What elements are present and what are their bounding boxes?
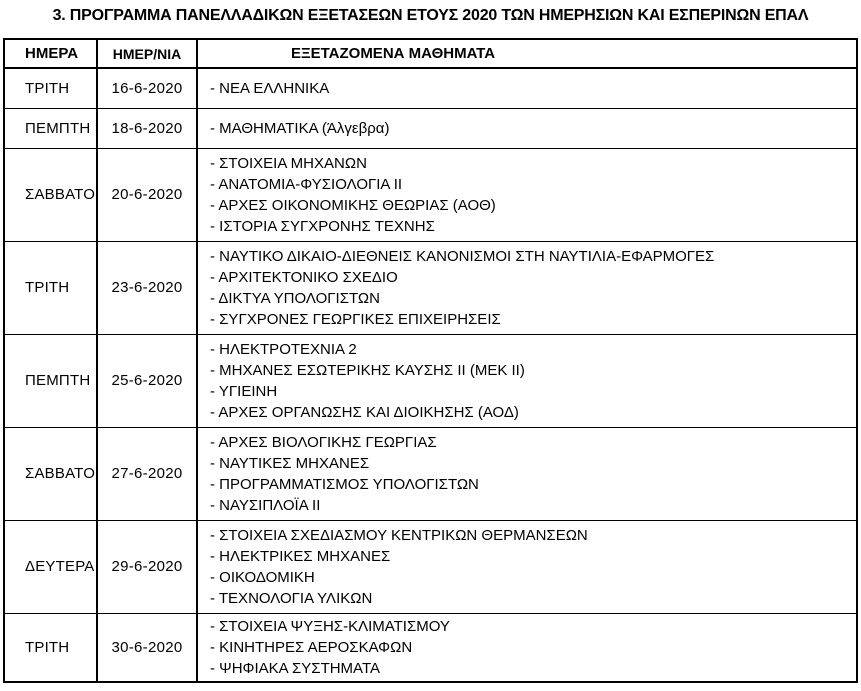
subject-line: - ΣΤΟΙΧΕΙΑ ΣΧΕΔΙΑΣΜΟΥ ΚΕΝΤΡΙΚΩΝ ΘΕΡΜΑΝΣΕΩΝ: [210, 526, 588, 544]
table-row: [4, 241, 857, 334]
day-cell: ΤΡΙΤΗ: [4, 241, 97, 334]
table-row: [4, 148, 857, 241]
table-header-row: [4, 39, 857, 68]
table-row: [4, 108, 857, 148]
subjects-cell: [197, 68, 857, 108]
subjects-cell: [197, 427, 857, 520]
subjects-cell: [197, 334, 857, 427]
exam-schedule-table: [3, 38, 858, 683]
table-row: [4, 334, 857, 427]
day-cell: ΔΕΥΤΕΡΑ: [4, 520, 97, 613]
subject-line: - ΝΑΥΤΙΚΟ ΔΙΚΑΙΟ-ΔΙΕΘΝΕΙΣ ΚΑΝΟΝΙΣΜΟΙ ΣΤΗ ΝΑΥΤΙΛΙΑ-ΕΦΑΡΜΟΓΕΣ: [210, 247, 715, 265]
subject-line: - ΥΓΙΕΙΝΗ: [210, 382, 278, 400]
subject-line: - ΣΥΓΧΡΟΝΕΣ ΓΕΩΡΓΙΚΕΣ ΕΠΙΧΕΙΡΗΣΕΙΣ: [210, 310, 501, 328]
subject-line: - ΑΡΧΙΤΕΚΤΟΝΙΚΟ ΣΧΕΔΙΟ: [210, 268, 398, 286]
day-cell: ΣΑΒΒΑΤΟ: [4, 427, 97, 520]
day-cell: ΤΡΙΤΗ: [4, 613, 97, 682]
day-cell: ΠΕΜΠΤΗ: [4, 334, 97, 427]
day-cell: ΤΡΙΤΗ: [4, 68, 97, 108]
subject-line: - ΨΗΦΙΑΚΑ ΣΥΣΤΗΜΑΤΑ: [210, 659, 381, 677]
subject-line: - ΟΙΚΟΔΟΜΙΚΗ: [210, 568, 315, 586]
subjects-cell: [197, 108, 857, 148]
table-row: [4, 520, 857, 613]
subjects-cell: [197, 148, 857, 241]
page-title: 3. ΠΡΟΓΡΑΜΜΑ ΠΑΝΕΛΛΑΔΙΚΩΝ ΕΞΕΤΑΣΕΩΝ ΕΤΟΥΣ 2020 ΤΩΝ ΗΜΕΡΗΣΙΩΝ ΚΑΙ ΕΣΠΕΡΙΝΩΝ ΕΠΑΛ: [52, 7, 809, 24]
date-cell: 16-6-2020: [97, 68, 197, 108]
subject-line: - ΗΛΕΚΤΡΟΤΕΧΝΙΑ 2: [210, 340, 357, 358]
subject-line: - ΚΙΝΗΤΗΡΕΣ ΑΕΡΟΣΚΑΦΩΝ: [210, 638, 413, 656]
subject-line: - ΑΝΑΤΟΜΙΑ-ΦΥΣΙΟΛΟΓΙΑ ΙΙ: [210, 175, 403, 193]
table-row: [4, 613, 857, 682]
subject-line: - ΝΑΥΣΙΠΛΟΪΑ ΙΙ: [210, 496, 321, 514]
day-cell: ΣΑΒΒΑΤΟ: [4, 148, 97, 241]
day-cell: ΠΕΜΠΤΗ: [4, 108, 97, 148]
subjects-cell: [197, 520, 857, 613]
subject-line: - ΝΕΑ ΕΛΛΗΝΙΚΑ: [210, 79, 330, 97]
date-cell: 27-6-2020: [97, 427, 197, 520]
subjects-cell: [197, 241, 857, 334]
date-cell: 29-6-2020: [97, 520, 197, 613]
date-cell: 30-6-2020: [97, 613, 197, 682]
subject-line: - ΣΤΟΙΧΕΙΑ ΨΥΞΗΣ-ΚΛΙΜΑΤΙΣΜΟΥ: [210, 617, 450, 635]
date-cell: 18-6-2020: [97, 108, 197, 148]
subject-line: - ΑΡΧΕΣ ΒΙΟΛΟΓΙΚΗΣ ΓΕΩΡΓΙΑΣ: [210, 433, 437, 451]
date-cell: 20-6-2020: [97, 148, 197, 241]
table-row: [4, 427, 857, 520]
subjects-cell: [197, 613, 857, 682]
subject-line: - ΔΙΚΤΥΑ ΥΠΟΛΟΓΙΣΤΩΝ: [210, 289, 380, 307]
column-header-day: ΗΜΕΡΑ: [4, 39, 97, 68]
subject-line: - ΙΣΤΟΡΙΑ ΣΥΓΧΡΟΝΗΣ ΤΕΧΝΗΣ: [210, 217, 435, 235]
date-cell: 23-6-2020: [97, 241, 197, 334]
subject-line: - ΜΑΘΗΜΑΤΙΚΑ (Άλγεβρα): [210, 119, 390, 137]
subject-line: - ΗΛΕΚΤΡΙΚΕΣ ΜΗΧΑΝΕΣ: [210, 547, 391, 565]
date-cell: 25-6-2020: [97, 334, 197, 427]
column-header-date: ΗΜΕΡ/ΝΙΑ: [97, 39, 197, 68]
subject-line: - ΣΤΟΙΧΕΙΑ ΜΗΧΑΝΩΝ: [210, 154, 367, 172]
subject-line: - ΑΡΧΕΣ ΟΡΓΑΝΩΣΗΣ ΚΑΙ ΔΙΟΙΚΗΣΗΣ (ΑΟΔ): [210, 403, 519, 421]
table-row: [4, 68, 857, 108]
subject-line: - ΑΡΧΕΣ ΟΙΚΟΝΟΜΙΚΗΣ ΘΕΩΡΙΑΣ (ΑΟΘ): [210, 196, 496, 214]
subject-line: - ΝΑΥΤΙΚΕΣ ΜΗΧΑΝΕΣ: [210, 454, 370, 472]
subject-line: - ΠΡΟΓΡΑΜΜΑΤΙΣΜΟΣ ΥΠΟΛΟΓΙΣΤΩΝ: [210, 475, 479, 493]
subject-line: - ΜΗΧΑΝΕΣ ΕΣΩΤΕΡΙΚΗΣ ΚΑΥΣΗΣ ΙΙ (ΜΕΚ ΙΙ): [210, 361, 525, 379]
subject-line: - ΤΕΧΝΟΛΟΓΙΑ ΥΛΙΚΩΝ: [210, 589, 373, 607]
column-header-subjects: ΕΞΕΤΑΖΟΜΕΝΑ ΜΑΘΗΜΑΤΑ: [197, 39, 857, 68]
